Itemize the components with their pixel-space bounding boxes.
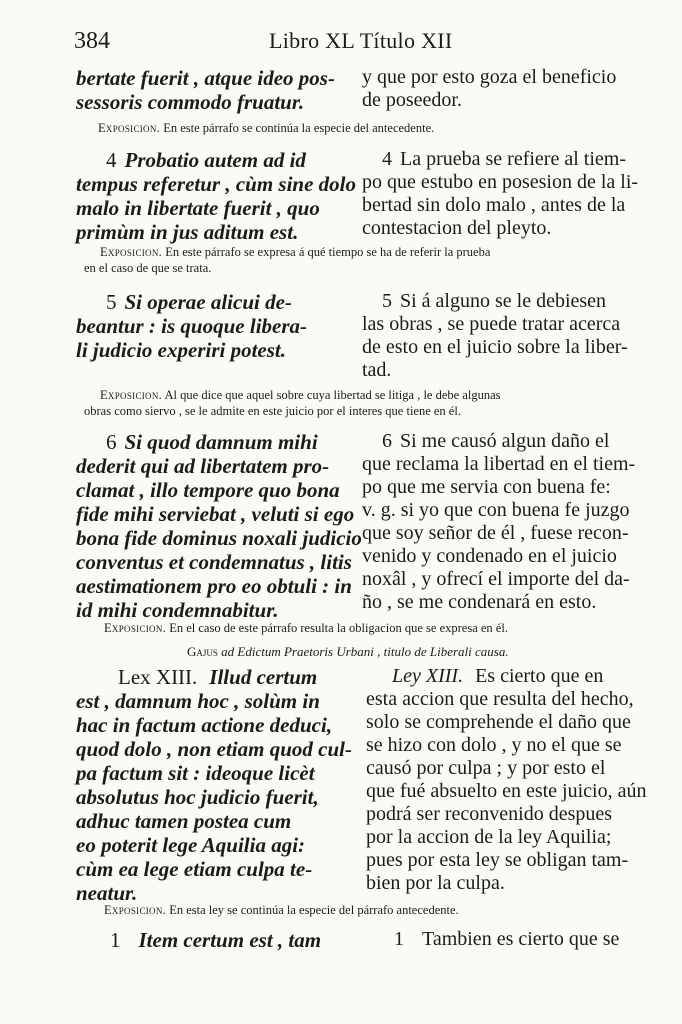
latin-line: conventus et condemnatus , litis [76,550,352,574]
spanish-column-last [394,928,634,951]
spanish-column-block-0 [362,66,620,112]
spanish-line: que reclama la libertad en el tiem- [362,453,636,475]
latin-column-last [110,928,350,952]
paragraph-number: 6 [106,430,117,454]
latin-line: eo poterit lege Aquilia agi: [76,833,306,857]
paragraph-number: 4 [106,148,117,172]
spanish-line: se hizo con dolo , y no el que se [366,734,622,756]
spanish-line: ño , se me condenará en esto. [362,591,597,613]
latin-line: bona fide dominus noxali judicio [76,526,362,550]
page-header [74,28,634,62]
exposicion-text: obras como siervo , se le admite en este juicio por el interes que tiene en él. [84,404,461,418]
latin-line: primùm in jus aditum est. [76,220,299,244]
page-number: 384 [74,28,110,54]
latin-line: sessoris commodo fruatur. [76,90,305,114]
latin-line: Si operae alicui de- [124,290,292,314]
latin-line: beantur : is quoque libera- [76,314,308,338]
paragraph-number: 1 [110,928,121,952]
spanish-line: La prueba se refiere al tiem- [400,148,626,170]
spanish-column-block-5 [362,290,628,382]
spanish-line: v. g. si yo que con buena fe juzgo [362,499,630,521]
spanish-line: de poseedor. [362,89,462,111]
spanish-line: contestacion del pleyto. [362,217,552,239]
latin-line: malo in libertate fuerit , quo [76,196,320,220]
latin-line: absolutus hoc judicio fuerit, [76,785,319,809]
latin-line: Si quod damnum mihi [124,430,318,454]
spanish-line: Si á alguno se le debiesen [400,290,607,312]
spanish-line: que fué absuelto en este juicio, aún [366,780,647,802]
source-attribution [187,644,509,660]
latin-line: hac in factum actione deduci, [76,713,333,737]
latin-line: tempus referetur , cùm sine dolo [76,172,357,196]
source-work: ad Edictum Praetoris Urbani , titulo de Liberali causa. [221,644,509,659]
latin-line: aestimationem pro eo obtuli : in [76,574,352,598]
latin-line: Illud certum [209,665,318,689]
spanish-line: noxâl , y ofrecí el importe del da- [362,568,630,590]
latin-line: Probatio autem ad id [124,148,306,172]
latin-line: fide mihi serviebat , veluti si ego [76,502,355,526]
spanish-line: que soy señor de él , fuese recon- [362,522,629,544]
spanish-line: Es cierto que en [475,665,604,687]
spanish-line: po que estubo en posesion de la li- [362,171,639,193]
exposicion-note [104,620,508,636]
spanish-line: las obras , se puede tratar acerca [362,313,621,335]
spanish-line: Tambien es cierto que se [422,928,620,950]
latin-column-lex [76,665,352,905]
spanish-line: de esto en el juicio sobre la liber- [362,336,628,358]
spanish-column-block-6 [362,430,636,614]
exposicion-label: Exposicion. [100,245,163,259]
exposicion-note [84,244,490,276]
exposicion-label: Exposicion. [100,388,163,402]
exposicion-note [84,387,501,419]
paragraph-number: 5 [106,290,117,314]
paragraph-number: 4 [382,148,392,170]
spanish-line: venido y condenado en el juicio [362,545,617,567]
spanish-line: por la accion de la ley Aquilia; [366,826,612,848]
latin-column-block-4 [76,148,357,244]
exposicion-text: En esta ley se continúa la especie del párrafo antecedente. [169,903,459,917]
spanish-line: esta accion que resulta del hecho, [366,688,634,710]
exposicion-label: Exposicion. [104,903,167,917]
spanish-line: causó por culpa ; y por esto el [366,757,606,779]
latin-line: est , damnum hoc , solùm in [76,689,320,713]
latin-line: dederit qui ad libertatem pro- [76,454,330,478]
spanish-line: bertad sin dolo malo , antes de la [362,194,626,216]
latin-line: cùm ea lege etiam culpa te- [76,857,313,881]
exposicion-text: En este párrafo se continúa la especie del antecedente. [163,121,435,135]
latin-line: Item certum est , tam [138,928,322,952]
latin-column-block-5 [76,290,348,362]
paragraph-number: 1 [394,928,404,950]
spanish-line: podrá ser reconvenido despues [366,803,613,825]
spanish-column-block-4 [362,148,639,240]
exposicion-text: En este párrafo se expresa á qué tiempo se ha de referir la prueba [165,245,491,259]
spanish-column-lex [366,665,647,895]
exposicion-text: Al que dice que aquel sobre cuya libertad se litiga , le debe algunas [164,388,501,402]
ley-heading: Ley XIII. [392,665,464,687]
exposicion-label: Exposicion. [98,121,161,135]
paragraph-number: 6 [382,430,392,452]
exposicion-note [104,902,459,918]
exposicion-text: en el caso de que se trata. [84,261,212,275]
spanish-line: bien por la culpa. [366,872,505,894]
exposicion-note [98,120,434,136]
latin-line: id mihi condemnabitur. [76,598,279,622]
latin-line: bertate fuerit , atque ideo pos- [76,66,335,90]
latin-column-block-0 [76,66,346,114]
latin-line: adhuc tamen postea cum [76,809,292,833]
latin-line: quod dolo , non etiam quod cul- [76,737,352,761]
spanish-line: pues por esta ley se obligan tam- [366,849,629,871]
latin-line: neatur. [76,881,138,905]
paragraph-number: 5 [382,290,392,312]
latin-line: pa factum sit : ideoque licèt [76,761,315,785]
lex-heading: Lex XIII. [118,665,198,689]
spanish-line: po que me servia con buena fe: [362,476,611,498]
spanish-line: y que por esto goza el beneficio [362,66,617,88]
exposicion-label: Exposicion. [104,621,167,635]
spanish-line: Si me causó algun daño el [400,430,610,452]
exposicion-text: En el caso de este párrafo resulta la obligacion que se expresa en él. [169,621,508,635]
latin-column-block-6 [76,430,362,622]
source-author: Gajus [187,644,218,659]
spanish-line: tad. [362,359,392,381]
latin-line: li judicio experiri potest. [76,338,286,362]
spanish-line: solo se comprehende el daño que [366,711,631,733]
running-title: Libro XL Título XII [269,28,453,53]
latin-line: clamat , illo tempore quo bona [76,478,340,502]
